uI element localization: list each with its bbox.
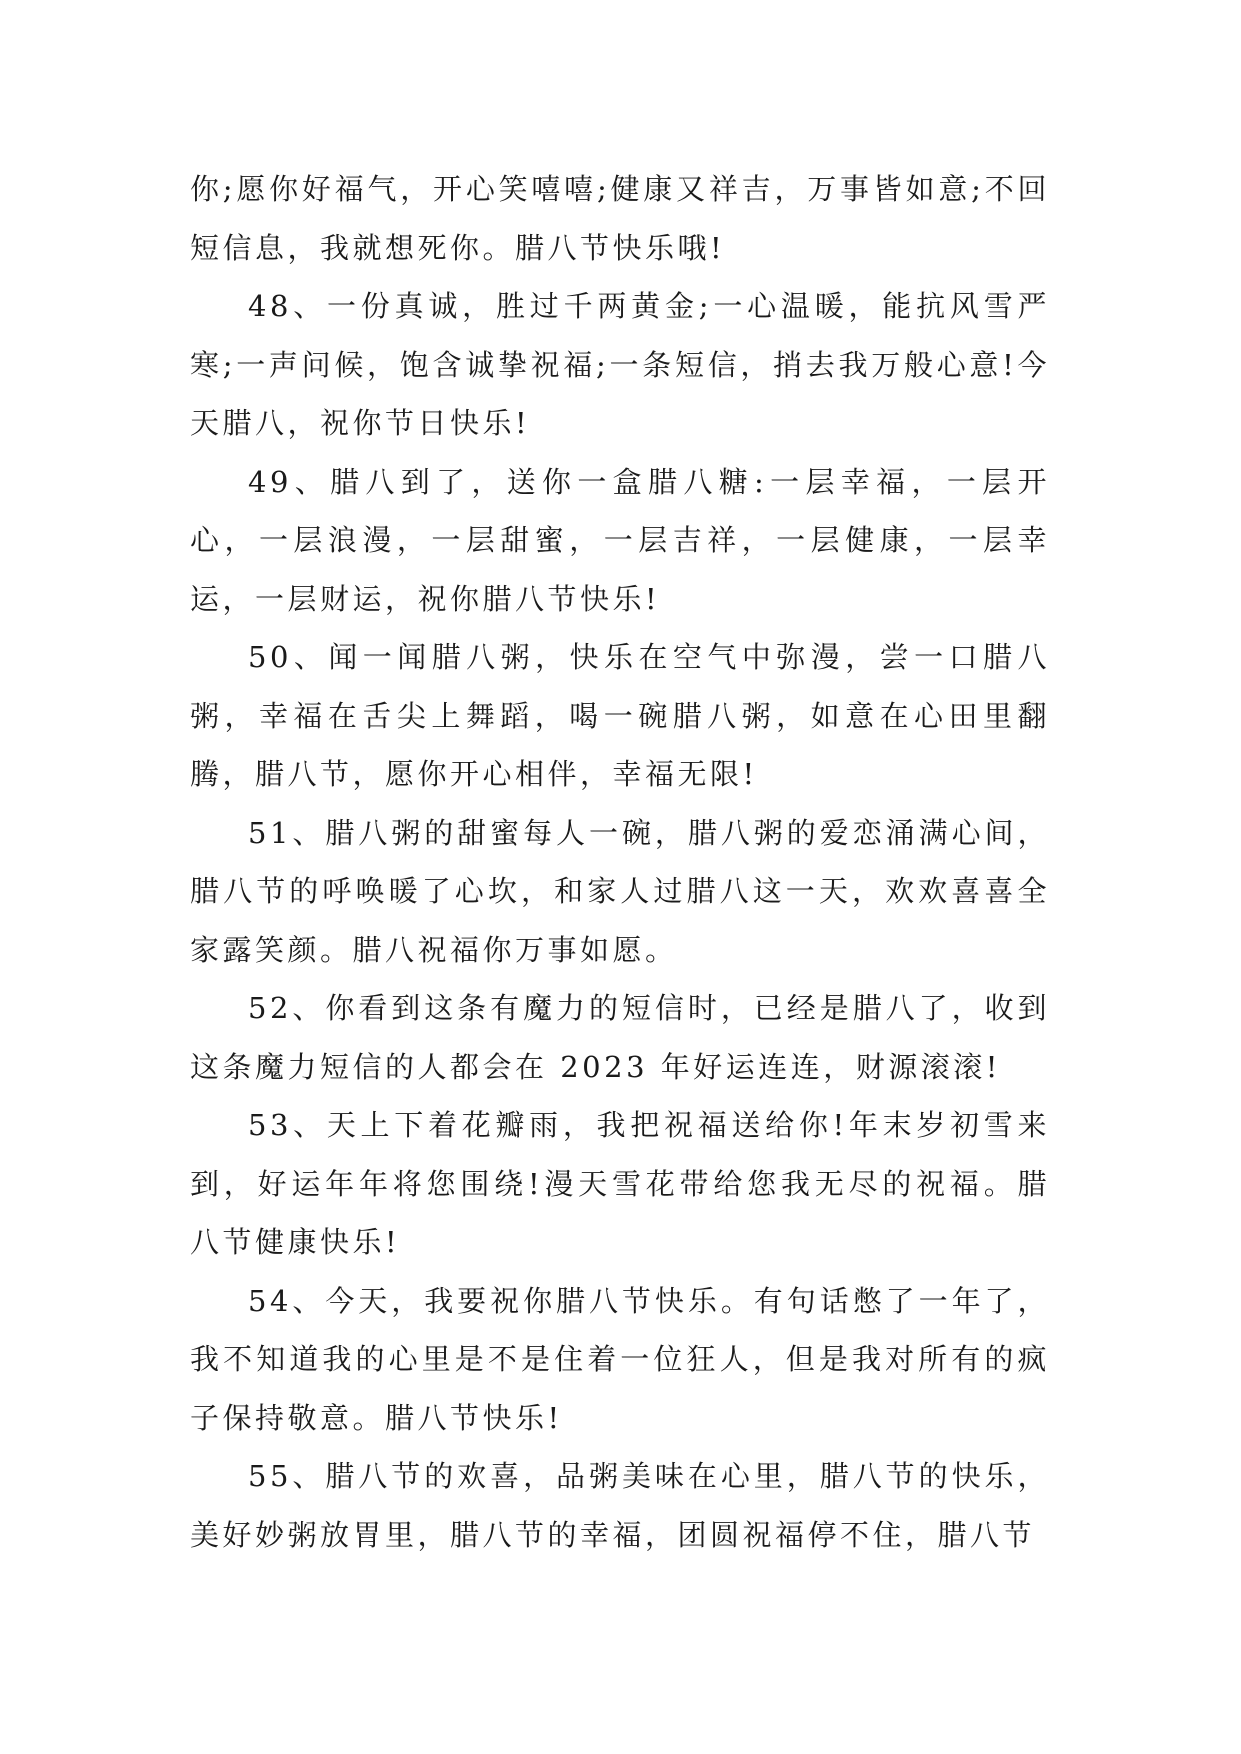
paragraph-53: 53、天上下着花瓣雨，我把祝福送给你!年末岁初雪来到，好运年年将您围绕!漫天雪花带给您我无尽的祝福。腊八节健康快乐! xyxy=(190,1108,1050,1259)
paragraph-continued: 你;愿你好福气，开心笑嘻嘻;健康又祥吉，万事皆如意;不回短信息，我就想死你。腊八节快乐哦! xyxy=(190,172,1050,265)
paragraph-50: 50、闻一闻腊八粥，快乐在空气中弥漫，尝一口腊八粥，幸福在舌尖上舞蹈，喝一碗腊八粥，如意在心田里翻腾，腊八节，愿你开心相伴，幸福无限! xyxy=(190,640,1050,791)
paragraph-55: 55、腊八节的欢喜，品粥美味在心里，腊八节的快乐，美好妙粥放胃里，腊八节的幸福，团圆祝福停不住，腊八节 xyxy=(190,1459,1050,1552)
paragraph-49: 49、腊八到了，送你一盒腊八糖:一层幸福，一层开心，一层浪漫，一层甜蜜，一层吉祥，一层健康，一层幸运，一层财运，祝你腊八节快乐! xyxy=(190,464,1050,616)
body-text xyxy=(190,160,1050,1564)
paragraph-54: 54、今天，我要祝你腊八节快乐。有句话憋了一年了，我不知道我的心里是不是住着一位狂人，但是我对所有的疯子保持敬意。腊八节快乐! xyxy=(190,1283,1050,1435)
paragraph-51: 51、腊八粥的甜蜜每人一碗，腊八粥的爱恋涌满心间，腊八节的呼唤暖了心坎，和家人过腊八这一天，欢欢喜喜全家露笑颜。腊八祝福你万事如愿。 xyxy=(190,815,1050,967)
paragraph-48: 48、一份真诚，胜过千两黄金;一心温暖，能抗风雪严寒;一声问候，饱含诚挚祝福;一条短信，捎去我万般心意!今天腊八，祝你节日快乐! xyxy=(190,289,1050,440)
paragraph-52: 52、你看到这条有魔力的短信时，已经是腊八了，收到这条魔力短信的人都会在 2023 年好运连连，财源滚滚! xyxy=(190,991,1050,1084)
